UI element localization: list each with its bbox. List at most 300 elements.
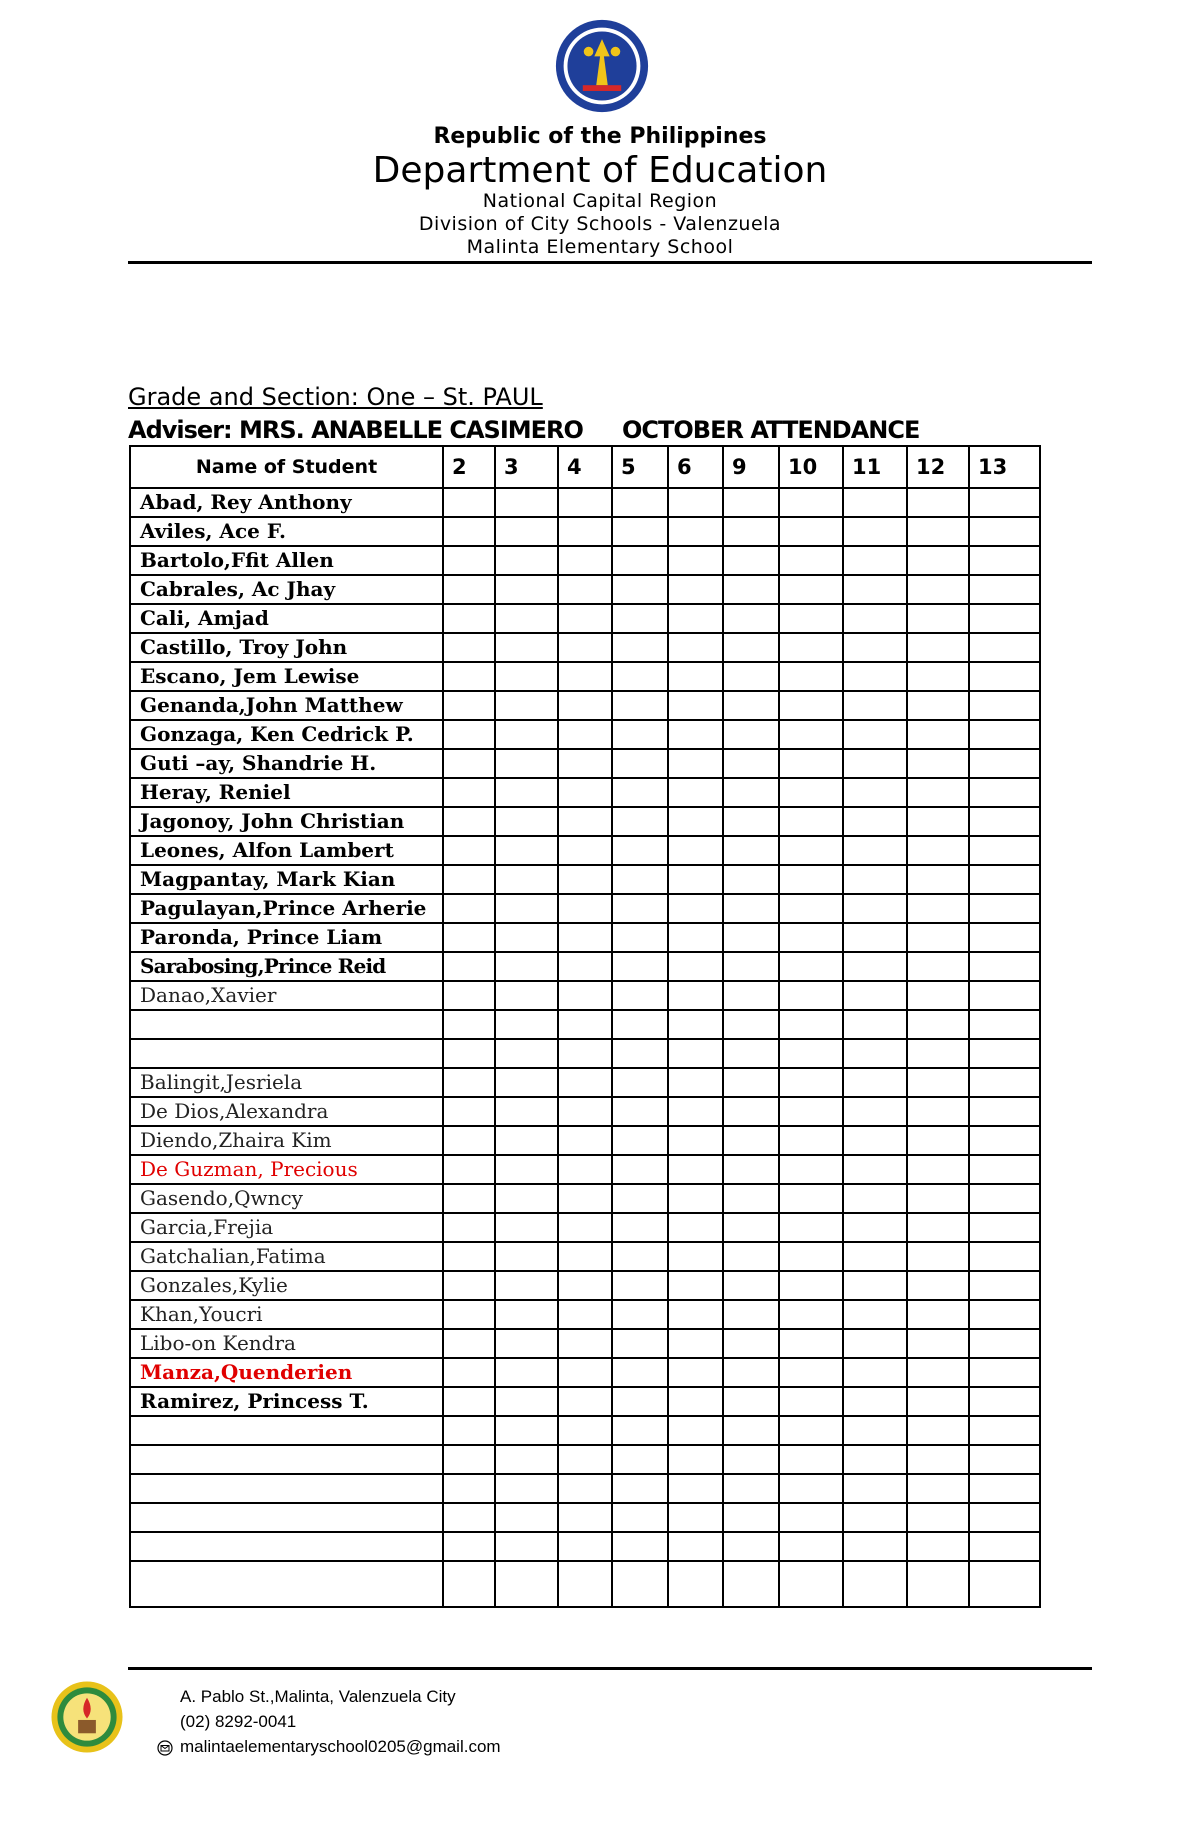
attendance-cell[interactable] (668, 1097, 723, 1126)
attendance-cell[interactable] (443, 1039, 495, 1068)
attendance-cell[interactable] (668, 1358, 723, 1387)
attendance-cell[interactable] (612, 1213, 668, 1242)
attendance-cell[interactable] (779, 517, 843, 546)
attendance-cell[interactable] (779, 807, 843, 836)
attendance-cell[interactable] (907, 1329, 969, 1358)
attendance-cell[interactable] (843, 488, 907, 517)
attendance-cell[interactable] (612, 865, 668, 894)
attendance-cell[interactable] (723, 662, 779, 691)
attendance-cell[interactable] (723, 1184, 779, 1213)
attendance-cell[interactable] (612, 1068, 668, 1097)
attendance-cell[interactable] (723, 1242, 779, 1271)
attendance-cell[interactable] (779, 691, 843, 720)
attendance-cell[interactable] (495, 1532, 558, 1561)
attendance-cell[interactable] (969, 604, 1040, 633)
attendance-cell[interactable] (558, 749, 612, 778)
attendance-cell[interactable] (668, 691, 723, 720)
attendance-cell[interactable] (668, 923, 723, 952)
attendance-cell[interactable] (843, 1300, 907, 1329)
attendance-cell[interactable] (843, 1184, 907, 1213)
attendance-cell[interactable] (668, 720, 723, 749)
attendance-cell[interactable] (843, 546, 907, 575)
attendance-cell[interactable] (969, 1561, 1040, 1607)
attendance-cell[interactable] (907, 865, 969, 894)
attendance-cell[interactable] (668, 1242, 723, 1271)
attendance-cell[interactable] (779, 1300, 843, 1329)
attendance-cell[interactable] (443, 1097, 495, 1126)
attendance-cell[interactable] (668, 1184, 723, 1213)
attendance-cell[interactable] (969, 1155, 1040, 1184)
attendance-cell[interactable] (779, 1358, 843, 1387)
attendance-cell[interactable] (907, 662, 969, 691)
attendance-cell[interactable] (443, 1387, 495, 1416)
attendance-cell[interactable] (612, 1242, 668, 1271)
attendance-cell[interactable] (668, 952, 723, 981)
attendance-cell[interactable] (907, 894, 969, 923)
attendance-cell[interactable] (843, 720, 907, 749)
attendance-cell[interactable] (558, 1242, 612, 1271)
attendance-cell[interactable] (779, 1503, 843, 1532)
attendance-cell[interactable] (443, 1300, 495, 1329)
attendance-cell[interactable] (779, 1010, 843, 1039)
attendance-cell[interactable] (612, 517, 668, 546)
attendance-cell[interactable] (779, 546, 843, 575)
attendance-cell[interactable] (558, 1271, 612, 1300)
attendance-cell[interactable] (779, 488, 843, 517)
attendance-cell[interactable] (723, 778, 779, 807)
attendance-cell[interactable] (779, 1242, 843, 1271)
attendance-cell[interactable] (612, 1503, 668, 1532)
attendance-cell[interactable] (907, 1445, 969, 1474)
attendance-cell[interactable] (723, 575, 779, 604)
attendance-cell[interactable] (969, 1329, 1040, 1358)
attendance-cell[interactable] (495, 1242, 558, 1271)
attendance-cell[interactable] (668, 633, 723, 662)
attendance-cell[interactable] (443, 1068, 495, 1097)
attendance-cell[interactable] (723, 1503, 779, 1532)
attendance-cell[interactable] (843, 952, 907, 981)
attendance-cell[interactable] (558, 1358, 612, 1387)
attendance-cell[interactable] (443, 749, 495, 778)
attendance-cell[interactable] (443, 1445, 495, 1474)
attendance-cell[interactable] (907, 575, 969, 604)
attendance-cell[interactable] (969, 1242, 1040, 1271)
attendance-cell[interactable] (612, 633, 668, 662)
attendance-cell[interactable] (612, 1474, 668, 1503)
attendance-cell[interactable] (907, 546, 969, 575)
attendance-cell[interactable] (779, 836, 843, 865)
attendance-cell[interactable] (558, 1532, 612, 1561)
attendance-cell[interactable] (443, 488, 495, 517)
attendance-cell[interactable] (723, 1474, 779, 1503)
attendance-cell[interactable] (907, 1561, 969, 1607)
attendance-cell[interactable] (495, 836, 558, 865)
attendance-cell[interactable] (969, 1271, 1040, 1300)
attendance-cell[interactable] (443, 1126, 495, 1155)
attendance-cell[interactable] (843, 1271, 907, 1300)
attendance-cell[interactable] (668, 1155, 723, 1184)
attendance-cell[interactable] (907, 807, 969, 836)
attendance-cell[interactable] (907, 1271, 969, 1300)
attendance-cell[interactable] (969, 778, 1040, 807)
attendance-cell[interactable] (495, 865, 558, 894)
attendance-cell[interactable] (843, 1126, 907, 1155)
attendance-cell[interactable] (558, 1068, 612, 1097)
attendance-cell[interactable] (723, 1387, 779, 1416)
attendance-cell[interactable] (612, 1271, 668, 1300)
attendance-cell[interactable] (558, 546, 612, 575)
attendance-cell[interactable] (443, 923, 495, 952)
attendance-cell[interactable] (779, 1532, 843, 1561)
attendance-cell[interactable] (723, 865, 779, 894)
attendance-cell[interactable] (779, 633, 843, 662)
attendance-cell[interactable] (907, 604, 969, 633)
attendance-cell[interactable] (907, 923, 969, 952)
attendance-cell[interactable] (969, 1300, 1040, 1329)
attendance-cell[interactable] (723, 517, 779, 546)
attendance-cell[interactable] (558, 517, 612, 546)
attendance-cell[interactable] (612, 923, 668, 952)
attendance-cell[interactable] (779, 1474, 843, 1503)
attendance-cell[interactable] (495, 1126, 558, 1155)
attendance-cell[interactable] (779, 981, 843, 1010)
attendance-cell[interactable] (779, 1561, 843, 1607)
attendance-cell[interactable] (723, 1271, 779, 1300)
attendance-cell[interactable] (843, 1358, 907, 1387)
attendance-cell[interactable] (558, 894, 612, 923)
attendance-cell[interactable] (612, 1561, 668, 1607)
attendance-cell[interactable] (969, 1503, 1040, 1532)
attendance-cell[interactable] (779, 1387, 843, 1416)
attendance-cell[interactable] (443, 778, 495, 807)
attendance-cell[interactable] (443, 720, 495, 749)
attendance-cell[interactable] (612, 1445, 668, 1474)
attendance-cell[interactable] (495, 981, 558, 1010)
attendance-cell[interactable] (843, 662, 907, 691)
attendance-cell[interactable] (443, 575, 495, 604)
attendance-cell[interactable] (668, 894, 723, 923)
attendance-cell[interactable] (907, 1242, 969, 1271)
attendance-cell[interactable] (558, 807, 612, 836)
attendance-cell[interactable] (843, 749, 907, 778)
attendance-cell[interactable] (558, 1561, 612, 1607)
attendance-cell[interactable] (495, 575, 558, 604)
attendance-cell[interactable] (779, 1039, 843, 1068)
attendance-cell[interactable] (907, 778, 969, 807)
attendance-cell[interactable] (723, 1068, 779, 1097)
attendance-cell[interactable] (668, 662, 723, 691)
footer-email[interactable]: malintaelementaryschool0205@gmail.com (180, 1737, 501, 1756)
attendance-cell[interactable] (723, 923, 779, 952)
attendance-cell[interactable] (779, 604, 843, 633)
attendance-cell[interactable] (907, 1010, 969, 1039)
attendance-cell[interactable] (495, 1010, 558, 1039)
attendance-cell[interactable] (843, 1387, 907, 1416)
attendance-cell[interactable] (612, 778, 668, 807)
attendance-cell[interactable] (558, 1039, 612, 1068)
attendance-cell[interactable] (723, 1445, 779, 1474)
attendance-cell[interactable] (723, 1039, 779, 1068)
attendance-cell[interactable] (969, 1068, 1040, 1097)
attendance-cell[interactable] (779, 1416, 843, 1445)
attendance-cell[interactable] (558, 1329, 612, 1358)
attendance-cell[interactable] (495, 1503, 558, 1532)
attendance-cell[interactable] (969, 923, 1040, 952)
attendance-cell[interactable] (495, 749, 558, 778)
attendance-cell[interactable] (612, 1126, 668, 1155)
attendance-cell[interactable] (969, 1126, 1040, 1155)
attendance-cell[interactable] (668, 488, 723, 517)
attendance-cell[interactable] (668, 1445, 723, 1474)
attendance-cell[interactable] (495, 1358, 558, 1387)
attendance-cell[interactable] (723, 836, 779, 865)
attendance-cell[interactable] (495, 604, 558, 633)
attendance-cell[interactable] (443, 517, 495, 546)
attendance-cell[interactable] (612, 836, 668, 865)
attendance-cell[interactable] (779, 894, 843, 923)
attendance-cell[interactable] (843, 1416, 907, 1445)
attendance-cell[interactable] (907, 691, 969, 720)
attendance-cell[interactable] (495, 1039, 558, 1068)
attendance-cell[interactable] (612, 749, 668, 778)
attendance-cell[interactable] (723, 749, 779, 778)
attendance-cell[interactable] (843, 1068, 907, 1097)
attendance-cell[interactable] (907, 720, 969, 749)
attendance-cell[interactable] (907, 836, 969, 865)
attendance-cell[interactable] (779, 923, 843, 952)
attendance-cell[interactable] (612, 1387, 668, 1416)
attendance-cell[interactable] (443, 1213, 495, 1242)
attendance-cell[interactable] (843, 1039, 907, 1068)
attendance-cell[interactable] (495, 1474, 558, 1503)
attendance-cell[interactable] (668, 778, 723, 807)
attendance-cell[interactable] (495, 807, 558, 836)
attendance-cell[interactable] (495, 1097, 558, 1126)
attendance-cell[interactable] (969, 1010, 1040, 1039)
attendance-cell[interactable] (668, 1300, 723, 1329)
attendance-cell[interactable] (443, 1155, 495, 1184)
attendance-cell[interactable] (443, 1532, 495, 1561)
attendance-cell[interactable] (495, 923, 558, 952)
attendance-cell[interactable] (443, 1271, 495, 1300)
attendance-cell[interactable] (612, 662, 668, 691)
attendance-cell[interactable] (907, 1126, 969, 1155)
attendance-cell[interactable] (443, 1474, 495, 1503)
attendance-cell[interactable] (723, 1155, 779, 1184)
attendance-cell[interactable] (668, 807, 723, 836)
attendance-cell[interactable] (558, 1445, 612, 1474)
attendance-cell[interactable] (495, 720, 558, 749)
attendance-cell[interactable] (558, 1155, 612, 1184)
attendance-cell[interactable] (612, 1010, 668, 1039)
attendance-cell[interactable] (612, 720, 668, 749)
attendance-cell[interactable] (668, 1213, 723, 1242)
attendance-cell[interactable] (668, 1068, 723, 1097)
attendance-cell[interactable] (612, 691, 668, 720)
attendance-cell[interactable] (779, 1155, 843, 1184)
attendance-cell[interactable] (495, 517, 558, 546)
attendance-cell[interactable] (779, 1126, 843, 1155)
attendance-cell[interactable] (495, 633, 558, 662)
attendance-cell[interactable] (612, 1329, 668, 1358)
attendance-cell[interactable] (668, 1010, 723, 1039)
attendance-cell[interactable] (843, 575, 907, 604)
attendance-cell[interactable] (668, 865, 723, 894)
attendance-cell[interactable] (443, 604, 495, 633)
attendance-cell[interactable] (443, 662, 495, 691)
attendance-cell[interactable] (969, 633, 1040, 662)
attendance-cell[interactable] (558, 1503, 612, 1532)
attendance-cell[interactable] (558, 1416, 612, 1445)
attendance-cell[interactable] (668, 1271, 723, 1300)
attendance-cell[interactable] (443, 1416, 495, 1445)
attendance-cell[interactable] (443, 836, 495, 865)
attendance-cell[interactable] (779, 662, 843, 691)
attendance-cell[interactable] (558, 865, 612, 894)
attendance-cell[interactable] (843, 1474, 907, 1503)
attendance-cell[interactable] (907, 749, 969, 778)
attendance-cell[interactable] (843, 1445, 907, 1474)
attendance-cell[interactable] (779, 749, 843, 778)
attendance-cell[interactable] (558, 604, 612, 633)
attendance-cell[interactable] (495, 1300, 558, 1329)
attendance-cell[interactable] (495, 1271, 558, 1300)
attendance-cell[interactable] (612, 1532, 668, 1561)
attendance-cell[interactable] (969, 720, 1040, 749)
attendance-cell[interactable] (612, 894, 668, 923)
attendance-cell[interactable] (612, 1155, 668, 1184)
attendance-cell[interactable] (969, 981, 1040, 1010)
attendance-cell[interactable] (668, 1503, 723, 1532)
attendance-cell[interactable] (907, 1474, 969, 1503)
attendance-cell[interactable] (558, 778, 612, 807)
attendance-cell[interactable] (907, 981, 969, 1010)
attendance-cell[interactable] (495, 952, 558, 981)
attendance-cell[interactable] (668, 1126, 723, 1155)
attendance-cell[interactable] (723, 1561, 779, 1607)
attendance-cell[interactable] (443, 1329, 495, 1358)
attendance-cell[interactable] (969, 1445, 1040, 1474)
attendance-cell[interactable] (907, 1387, 969, 1416)
attendance-cell[interactable] (723, 546, 779, 575)
attendance-cell[interactable] (668, 1561, 723, 1607)
attendance-cell[interactable] (907, 1358, 969, 1387)
attendance-cell[interactable] (443, 865, 495, 894)
attendance-cell[interactable] (723, 894, 779, 923)
attendance-cell[interactable] (907, 1068, 969, 1097)
attendance-cell[interactable] (779, 1068, 843, 1097)
attendance-cell[interactable] (969, 952, 1040, 981)
attendance-cell[interactable] (443, 1561, 495, 1607)
attendance-cell[interactable] (723, 1532, 779, 1561)
attendance-cell[interactable] (495, 1561, 558, 1607)
attendance-cell[interactable] (843, 807, 907, 836)
attendance-cell[interactable] (779, 952, 843, 981)
attendance-cell[interactable] (907, 1155, 969, 1184)
attendance-cell[interactable] (495, 778, 558, 807)
attendance-cell[interactable] (668, 1532, 723, 1561)
attendance-cell[interactable] (612, 604, 668, 633)
attendance-cell[interactable] (969, 546, 1040, 575)
attendance-cell[interactable] (843, 691, 907, 720)
attendance-cell[interactable] (443, 1503, 495, 1532)
attendance-cell[interactable] (723, 1329, 779, 1358)
attendance-cell[interactable] (495, 1445, 558, 1474)
attendance-cell[interactable] (969, 1358, 1040, 1387)
attendance-cell[interactable] (907, 633, 969, 662)
attendance-cell[interactable] (558, 1213, 612, 1242)
attendance-cell[interactable] (443, 691, 495, 720)
attendance-cell[interactable] (558, 720, 612, 749)
attendance-cell[interactable] (723, 981, 779, 1010)
attendance-cell[interactable] (843, 604, 907, 633)
attendance-cell[interactable] (443, 894, 495, 923)
attendance-cell[interactable] (843, 1532, 907, 1561)
attendance-cell[interactable] (843, 1213, 907, 1242)
attendance-cell[interactable] (558, 952, 612, 981)
attendance-cell[interactable] (843, 923, 907, 952)
attendance-cell[interactable] (969, 807, 1040, 836)
attendance-cell[interactable] (969, 836, 1040, 865)
attendance-cell[interactable] (969, 749, 1040, 778)
attendance-cell[interactable] (723, 1126, 779, 1155)
attendance-cell[interactable] (843, 865, 907, 894)
attendance-cell[interactable] (723, 952, 779, 981)
attendance-cell[interactable] (495, 1416, 558, 1445)
attendance-cell[interactable] (907, 952, 969, 981)
attendance-cell[interactable] (558, 1474, 612, 1503)
attendance-cell[interactable] (779, 1213, 843, 1242)
attendance-cell[interactable] (668, 1416, 723, 1445)
attendance-cell[interactable] (612, 1416, 668, 1445)
attendance-cell[interactable] (612, 1300, 668, 1329)
attendance-cell[interactable] (558, 836, 612, 865)
attendance-cell[interactable] (558, 1010, 612, 1039)
attendance-cell[interactable] (723, 1358, 779, 1387)
attendance-cell[interactable] (495, 691, 558, 720)
attendance-cell[interactable] (668, 1474, 723, 1503)
attendance-cell[interactable] (723, 1300, 779, 1329)
attendance-cell[interactable] (779, 865, 843, 894)
attendance-cell[interactable] (495, 1387, 558, 1416)
attendance-cell[interactable] (843, 1242, 907, 1271)
attendance-cell[interactable] (612, 1097, 668, 1126)
attendance-cell[interactable] (723, 1416, 779, 1445)
attendance-cell[interactable] (612, 1039, 668, 1068)
attendance-cell[interactable] (779, 575, 843, 604)
attendance-cell[interactable] (907, 1503, 969, 1532)
attendance-cell[interactable] (612, 1184, 668, 1213)
attendance-cell[interactable] (558, 488, 612, 517)
attendance-cell[interactable] (779, 720, 843, 749)
attendance-cell[interactable] (612, 1358, 668, 1387)
attendance-cell[interactable] (612, 546, 668, 575)
attendance-cell[interactable] (668, 546, 723, 575)
attendance-cell[interactable] (907, 1300, 969, 1329)
attendance-cell[interactable] (723, 488, 779, 517)
attendance-cell[interactable] (495, 1184, 558, 1213)
attendance-cell[interactable] (969, 1532, 1040, 1561)
attendance-cell[interactable] (668, 604, 723, 633)
attendance-cell[interactable] (558, 1300, 612, 1329)
attendance-cell[interactable] (779, 1329, 843, 1358)
attendance-cell[interactable] (969, 575, 1040, 604)
attendance-cell[interactable] (969, 1097, 1040, 1126)
attendance-cell[interactable] (668, 1387, 723, 1416)
attendance-cell[interactable] (723, 691, 779, 720)
attendance-cell[interactable] (969, 1213, 1040, 1242)
attendance-cell[interactable] (907, 1532, 969, 1561)
